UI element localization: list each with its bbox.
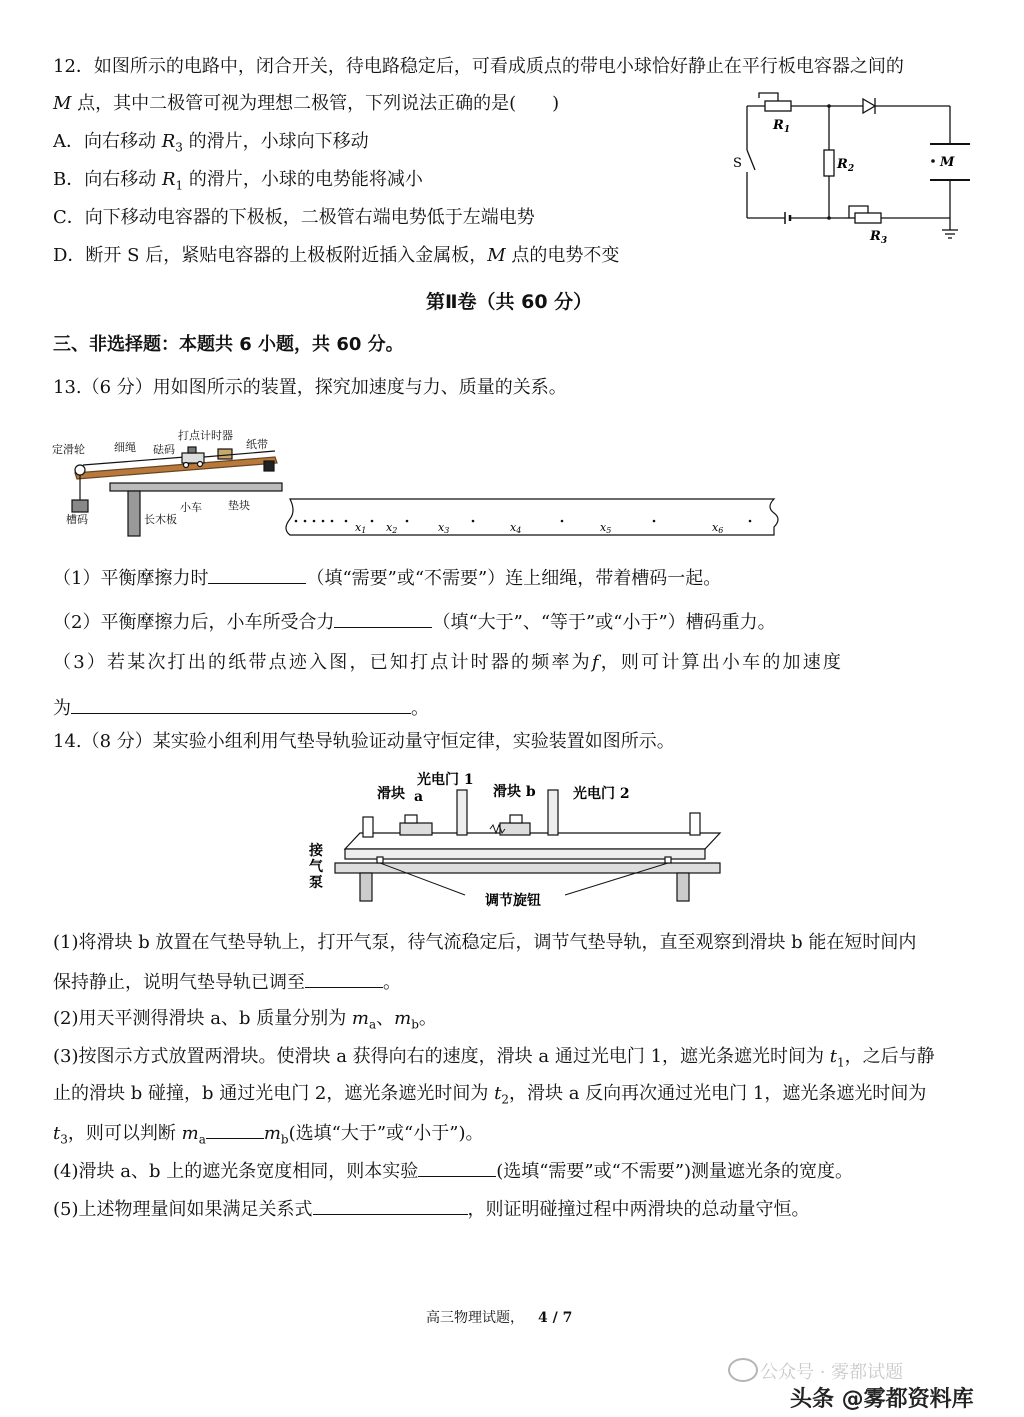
label-timer: 打点计时器: [178, 429, 233, 442]
q13-part3-end: 。: [411, 698, 429, 719]
q14-step2-lead: (2)用天平测得滑块 a、b 质量分别为: [53, 1008, 352, 1029]
q14-step1-line1: (1)将滑块 b 放置在气垫导轨上，打开气泵，待气流稳定后，调节气垫导轨，直至观察到滑块 b 能在短时间内: [53, 932, 917, 953]
option-b-sub: 1: [175, 178, 184, 193]
q14-step5-lead: (5)上述物理量间如果满足关系式: [53, 1199, 313, 1220]
tape-label-x4: x4: [510, 521, 522, 535]
q13-part2: [53, 609, 776, 635]
q13-part3-lead: （3）若某次打出的纸带点迹入图，已知打点计时器的频率为: [53, 652, 592, 673]
q14-step1-end: 。: [383, 972, 401, 993]
q13-part1-lead: （1）平衡摩擦力时: [53, 568, 209, 589]
q14-step4-blank[interactable]: [418, 1158, 496, 1177]
q14-step2-sub-a: a: [369, 1017, 377, 1032]
q14-step3-l1-lead: (3)按图示方式放置两滑块。使滑块 a 获得向右的速度，滑块 a 通过光电门 1，遮光条遮光时间为: [53, 1046, 830, 1067]
label-pump-1: 接: [309, 843, 323, 859]
option-b-var: R: [161, 169, 176, 190]
tape-label-x6: x6: [712, 521, 724, 535]
q14-step3-mb-sub: b: [280, 1132, 289, 1147]
q14-step2-sep: 、: [376, 1008, 395, 1029]
watermark-platform: 公众号 · 雾都试题: [760, 1362, 904, 1383]
resistor-r2: [824, 150, 834, 176]
label-weight: 砝码: [153, 443, 175, 456]
q14-step2-end: 。: [418, 1008, 437, 1029]
tape-label-x1: x1: [355, 521, 367, 535]
q14-step2: [53, 1007, 437, 1037]
q14-step1-line2: [53, 969, 401, 995]
q14-step4: [53, 1158, 853, 1184]
tape-label-x2: x2: [386, 521, 398, 535]
q14-step3-line1: [53, 1045, 935, 1075]
option-c-lead: C．向下移动电容器的下极板，二极管右端电势低于左端电势: [53, 207, 535, 228]
q13-part1: [53, 565, 721, 591]
capacitor-point-label: M: [940, 155, 955, 170]
label-slider-a-letter: a: [414, 789, 424, 805]
q12-option-b: [53, 168, 423, 198]
label-bucket: 槽码: [66, 513, 88, 526]
q14-step5-tail: ，则证明碰撞过程中两滑块的总动量守恒。: [467, 1199, 810, 1220]
page-footer: [426, 1306, 572, 1330]
q14-step3-line3: [53, 1120, 483, 1152]
q14-step4-lead: (4)滑块 a、b 上的遮光条宽度相同，则本实验: [53, 1161, 419, 1182]
q14-step3-t2-sub: 2: [501, 1092, 509, 1107]
q14-step3-t3: t: [53, 1123, 61, 1144]
label-block: 垫块: [228, 499, 250, 512]
tape-label-x3: x3: [438, 521, 450, 535]
q14-step3-ma: m: [181, 1123, 199, 1144]
wechat-icon: [728, 1358, 758, 1382]
q13-part1-blank[interactable]: [208, 565, 306, 584]
q14-step3-mb: m: [263, 1123, 281, 1144]
q12-option-d: [53, 244, 619, 268]
q14-step3-l2-lead: 止的滑块 b 碰撞，b 通过光电门 2，遮光条遮光时间为: [53, 1083, 495, 1104]
point-m-label: M: [53, 93, 72, 114]
q12-stem-line2: [53, 92, 559, 116]
q14-step3-l2-tail: ，滑块 a 反向再次通过光电门 1，遮光条遮光时间为: [508, 1083, 927, 1104]
q14-step3-l3-lead: ，则可以判断: [67, 1123, 182, 1144]
q13-apparatus-figure: [50, 425, 290, 540]
q13-part3-blank[interactable]: [71, 695, 411, 714]
option-a-sub: 3: [175, 140, 183, 155]
label-pulley: 定滑轮: [52, 443, 85, 456]
q14-step1-blank[interactable]: [305, 969, 383, 988]
label-board: 长木板: [144, 513, 177, 526]
label-slider-b: 滑块 b: [493, 784, 536, 800]
q13-part2-lead: （2）平衡摩擦力后，小车所受合力: [53, 612, 335, 633]
option-d-var: M: [487, 245, 506, 266]
q14-step5-blank[interactable]: [313, 1196, 468, 1215]
q14-step3-ma-sub: a: [198, 1132, 206, 1147]
footer-page-number: 4 / 7: [538, 1310, 573, 1326]
label-slider-a: 滑块: [377, 786, 405, 802]
label-gate1: 光电门 1: [417, 772, 474, 788]
option-d-rest: 点的电势不变: [505, 245, 620, 266]
watermark-source: 头条 @雾都资料库: [790, 1387, 974, 1412]
label-gate2: 光电门 2: [573, 786, 630, 802]
tape-label-x5: x5: [600, 521, 612, 535]
option-b-rest: 的滑片，小球的电势能将减小: [183, 169, 423, 190]
r1-label: $R_1$: [773, 118, 791, 135]
label-rope: 细绳: [114, 441, 136, 454]
q13-stem: 13.（6 分）用如图所示的装置，探究加速度与力、质量的关系。: [53, 377, 567, 398]
q13-part2-blank[interactable]: [334, 609, 432, 628]
q14-step5: [53, 1196, 810, 1222]
q14-step3-blank[interactable]: [206, 1120, 264, 1139]
option-d-lead: D．断开 S 后，紧贴电容器的上极板附近插入金属板，: [53, 245, 488, 266]
q13-part3-line1: [53, 651, 843, 675]
option-a-rest: 的滑片，小球向下移动: [182, 131, 369, 152]
q13-part3-tail: ，则可计算出小车的加速度: [600, 652, 844, 673]
label-pump-2: 气: [309, 859, 323, 875]
q13-part3-wei: 为: [53, 698, 71, 719]
q14-step3-t1: t: [829, 1046, 837, 1067]
q14-step2-mb: m: [394, 1008, 412, 1029]
q14-step3-line2: [53, 1082, 926, 1112]
q13-part3-line2: [53, 695, 429, 721]
resistor-r1: [765, 101, 791, 111]
q14-step1-lead: 保持静止，说明气垫导轨已调至: [53, 972, 305, 993]
option-a-lead: A．向右移动: [53, 131, 162, 152]
q14-step3-t1-sub: 1: [836, 1055, 845, 1070]
q13-part1-tail: （填“需要”或“不需要”）连上细绳，带着槽码一起。: [306, 568, 722, 589]
q14-step3-l1-tail: ，之后与静: [844, 1046, 935, 1067]
section-heading: 三、非选择题：本题共 6 小题，共 60 分。: [53, 334, 404, 355]
label-pump-3: 泵: [309, 875, 323, 891]
switch-label: S: [733, 156, 742, 171]
label-knob: 调节旋钮: [485, 893, 541, 909]
label-tape: 纸带: [246, 438, 268, 451]
q13-tape-figure: [282, 495, 802, 545]
q14-stem: 14.（8 分）某实验小组利用气垫导轨验证动量守恒定律，实验装置如图所示。: [53, 731, 675, 752]
option-b-lead: B．向右移动: [53, 169, 162, 190]
q13-part3-f: f: [591, 652, 601, 673]
q14-step2-sub-b: b: [411, 1017, 419, 1032]
section-title: 第Ⅱ卷（共 60 分）: [426, 291, 593, 313]
q12-option-c: [53, 206, 535, 230]
label-cart: 小车: [180, 501, 202, 514]
q12-stem-line1: 12．如图所示的电路中，闭合开关，待电路稳定后，可看成质点的带电小球恰好静止在平行板电容器之间的: [53, 56, 904, 77]
q14-step3-l3-tail: (选填“大于”或“小于”)。: [288, 1123, 484, 1144]
q14-step3-t3-sub: 3: [60, 1132, 68, 1147]
q13-part2-tail: （填“大于”、“等于”或“小于”）槽码重力。: [432, 612, 776, 633]
q12-stem-line2-text: 点，其中二极管可视为理想二极管，下列说法正确的是( ): [71, 93, 560, 114]
q14-airtrack-figure: [305, 765, 735, 915]
q14-step3-t2: t: [494, 1083, 502, 1104]
resistor-r3: [855, 213, 881, 223]
footer-title: 高三物理试题，: [426, 1310, 524, 1326]
option-a-var: R: [161, 131, 176, 152]
q12-option-a: [53, 130, 369, 160]
r2-label: $R_2$: [837, 157, 855, 174]
r3-label: $R_3$: [870, 229, 888, 246]
circuit-diagram: [725, 88, 985, 248]
q14-step4-tail: (选填“需要”或“不需要”)测量遮光条的宽度。: [496, 1161, 854, 1182]
q14-step2-ma: m: [351, 1008, 369, 1029]
